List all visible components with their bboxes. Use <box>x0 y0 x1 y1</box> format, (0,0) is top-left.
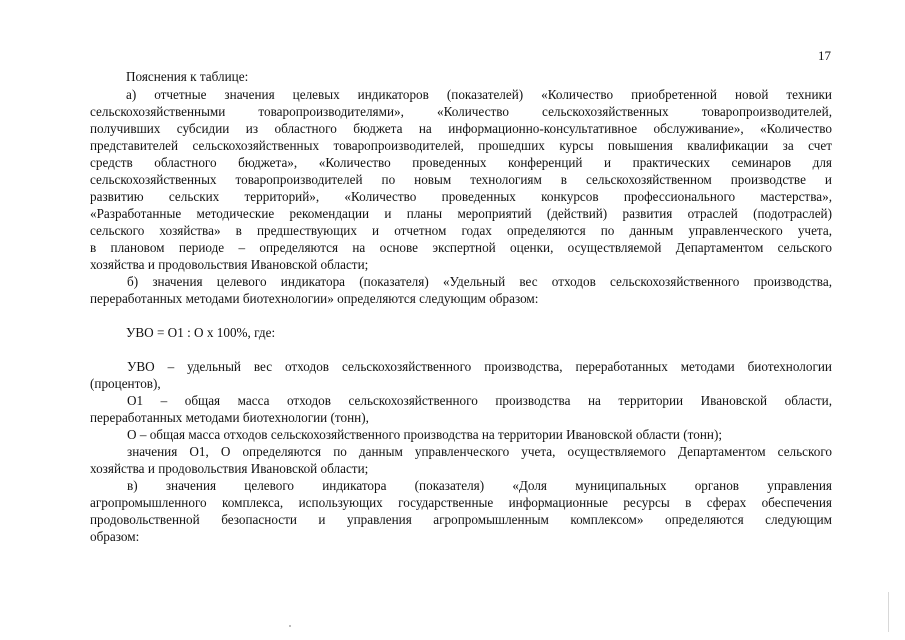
definition-line: (процентов), <box>90 376 161 391</box>
paragraph-line: значения О1, О определяются по данным управленческого учета, осуществляемого Департаментом сельского <box>127 444 832 459</box>
paragraph-line: переработанных методами биотехнологии» определяются следующим образом: <box>90 291 539 306</box>
paragraph-line: в) значения целевого индикатора (показателя) «Доля муниципальных органов управления <box>127 478 832 493</box>
scan-edge-mark <box>888 592 889 632</box>
definition-line: О1 – общая масса отходов сельскохозяйственного производства на территории Ивановской области, <box>127 393 832 408</box>
definition-line: О – общая масса отходов сельскохозяйственного производства на территории Ивановской области (тонн); <box>127 427 722 442</box>
paragraph-line: получивших субсидии из областного бюджета на информационно-консультативное обслуживание», «Количество <box>90 121 832 136</box>
paragraph-line: средств областного бюджета», «Количество проведенных конференций и практических семинаров для <box>90 155 832 170</box>
paragraph-line: образом: <box>90 529 140 544</box>
paragraph-line: представителей сельскохозяйственных товаропроизводителей, прошедших курсы повышения квалификации за счет <box>90 138 832 153</box>
definition-line: УВО – удельный вес отходов сельскохозяйственного производства, переработанных методами биотехнологии <box>127 359 832 374</box>
paragraph-line: а) отчетные значения целевых индикаторов (показателей) «Количество приобретенной новой техники <box>126 87 832 102</box>
paragraph-line: в плановом периоде – определяются на основе экспертной оценки, осуществляемой Департаментом сельского <box>90 240 832 255</box>
page-number: 17 <box>818 48 831 63</box>
section-heading: Пояснения к таблице: <box>126 69 249 84</box>
paragraph-line: агропромышленного комплекса, использующих государственные информационные ресурсы в сферах обеспечения <box>90 495 832 510</box>
paragraph-line: сельскохозяйственными товаропроизводителями», «Количество сельскохозяйственных товаропроизводителей, <box>90 104 832 119</box>
paragraph-line: хозяйства и продовольствия Ивановской области; <box>90 257 369 272</box>
definition-line: переработанных методами биотехнологии (тонн), <box>90 410 369 425</box>
paragraph-line: сельского хозяйства» в предшествующих и отчетном годах определяются по данным управленческого учета, <box>90 223 832 238</box>
paragraph-line: развитию сельских территорий», «Количество проведенных конкурсов профессионального мастерства», <box>90 189 832 204</box>
formula: УВО = О1 : О x 100%, где: <box>126 325 276 340</box>
paragraph-line: хозяйства и продовольствия Ивановской области; <box>90 461 369 476</box>
paragraph-line: б) значения целевого индикатора (показателя) «Удельный вес отходов сельскохозяйственного производства, <box>127 274 832 289</box>
paragraph-line: сельскохозяйственных товаропроизводителей по новым технологиям в сельскохозяйственном производстве и <box>90 172 832 187</box>
paragraph-line: «Разработанные методические рекомендации и планы мероприятий (действий) развития отраслей (подотраслей) <box>90 206 832 221</box>
scan-dot <box>289 625 291 627</box>
paragraph-line: продовольственной безопасности и управления агропромышленным комплексом» определяются следующим <box>90 512 832 527</box>
